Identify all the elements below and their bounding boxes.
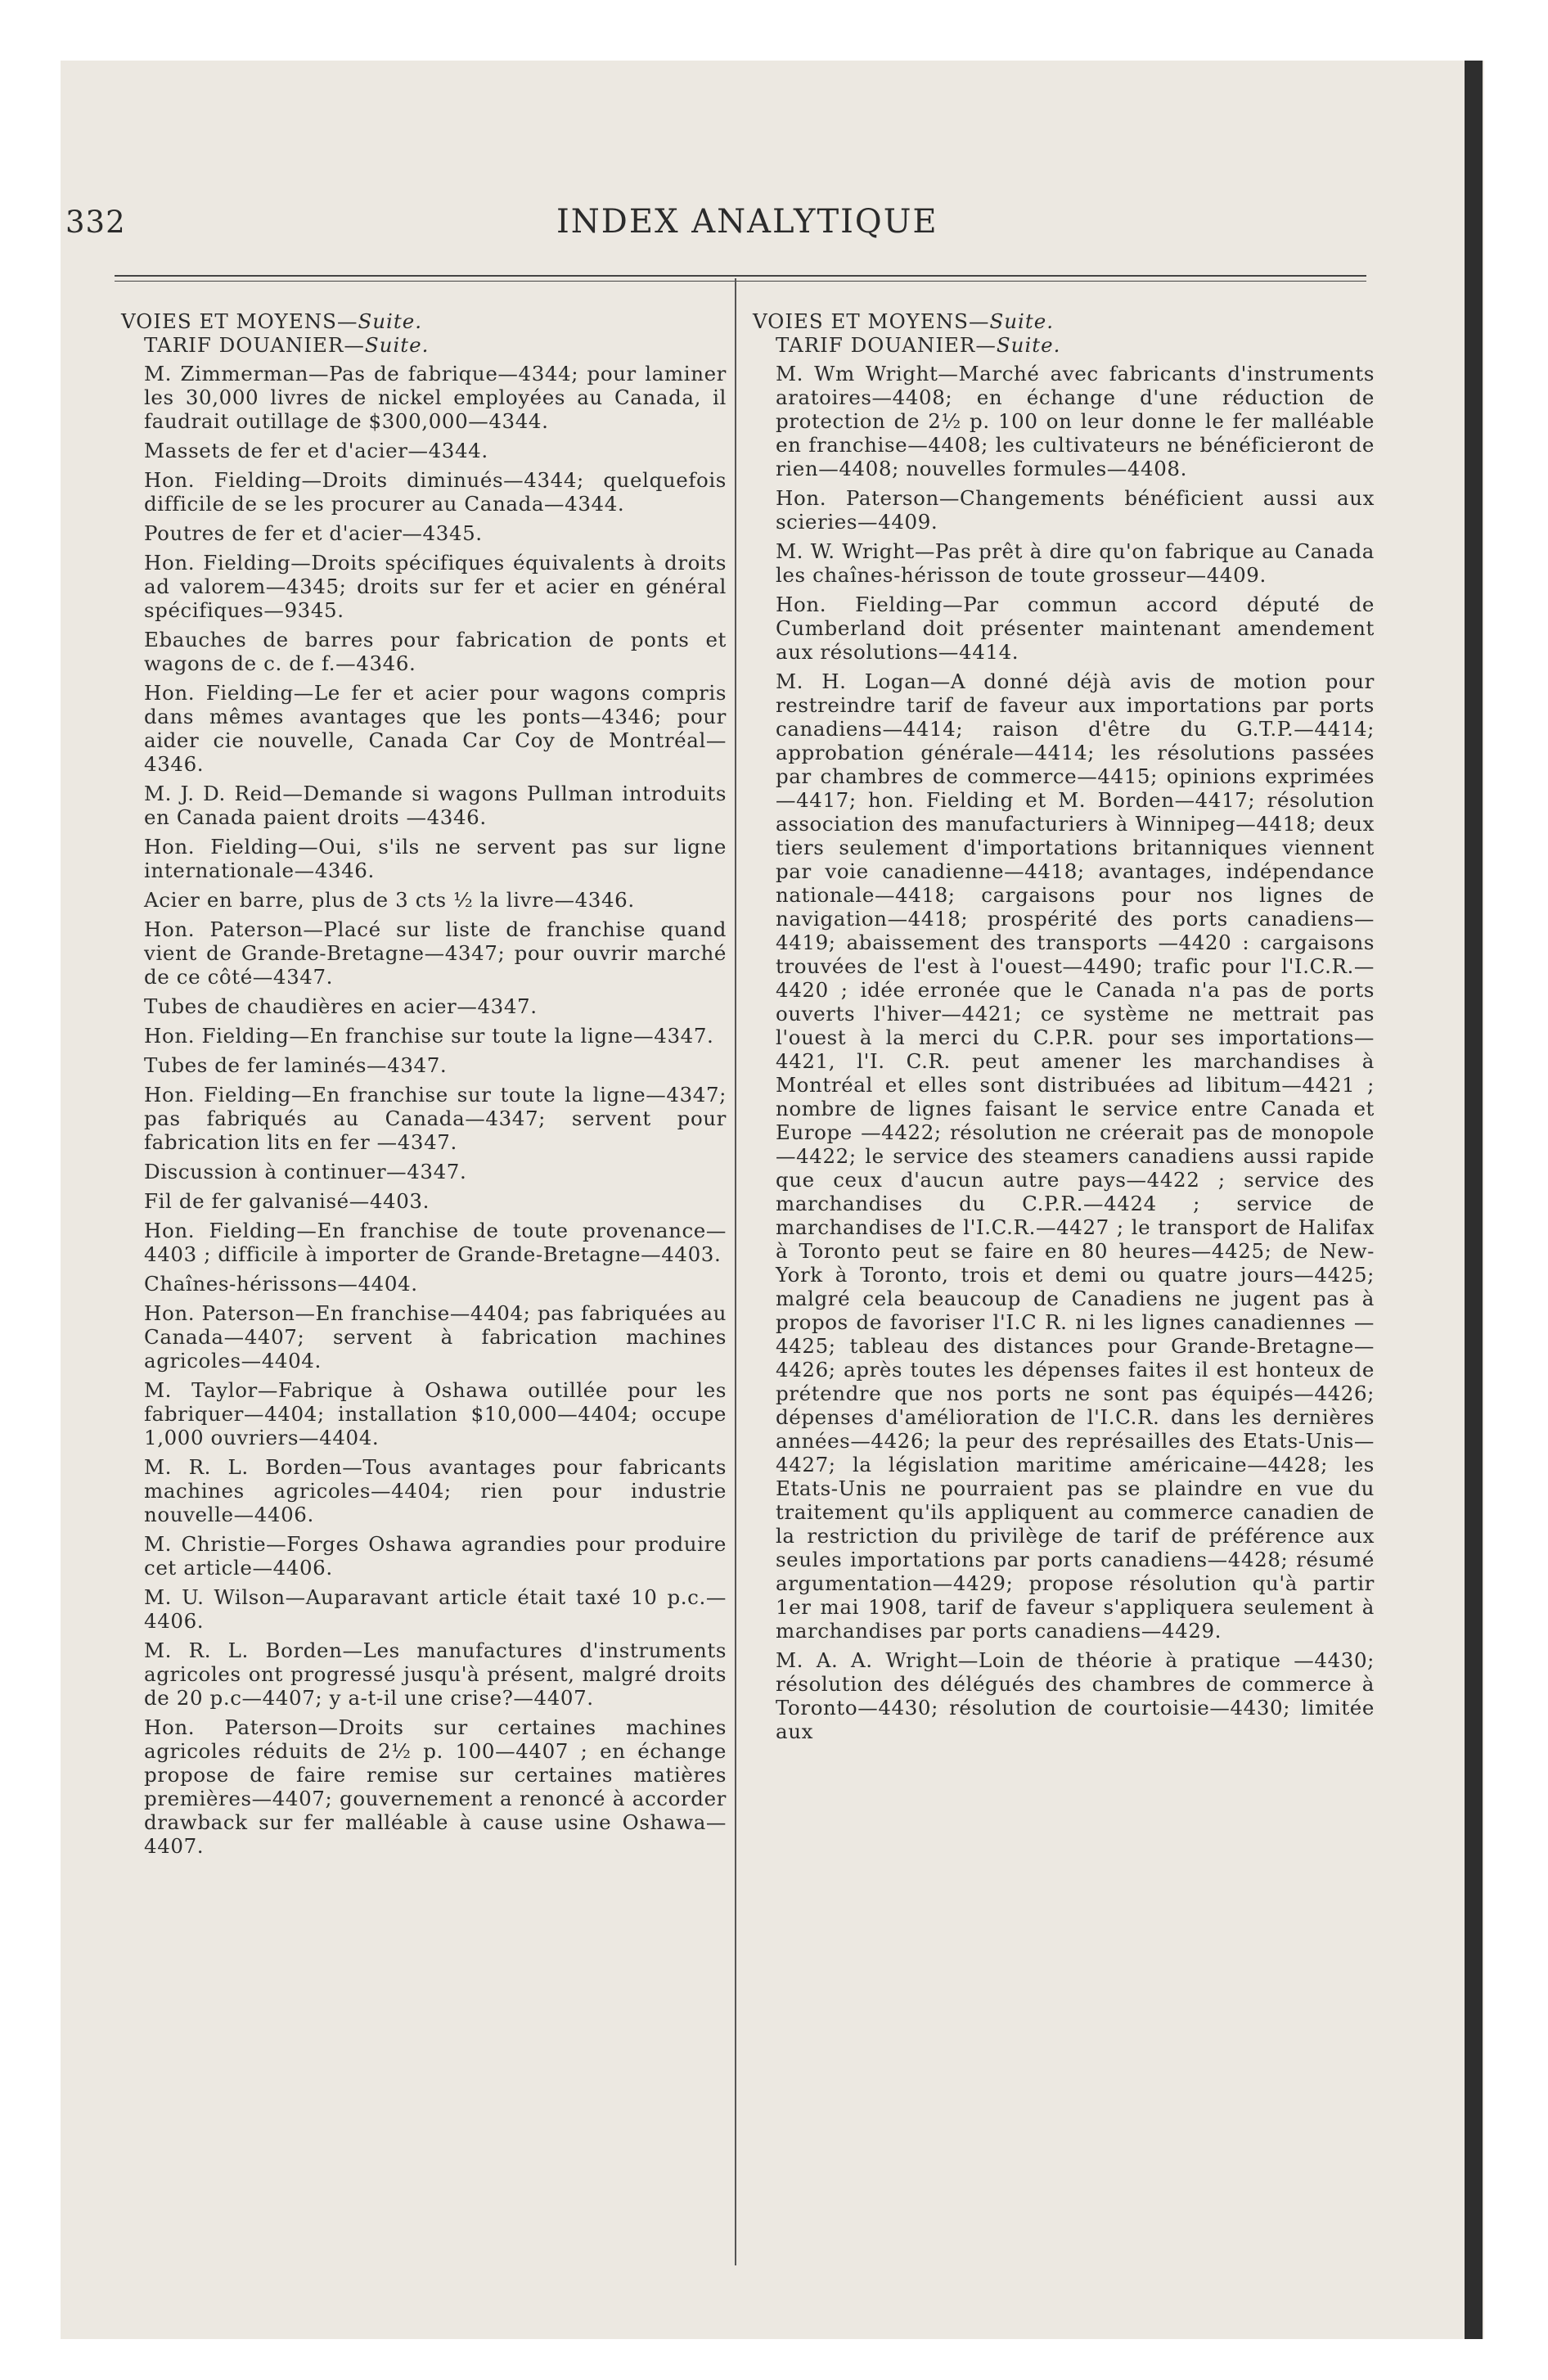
index-entry: Hon. Fielding—En franchise de toute provenance—4403 ; difficile à importer de Grande-Bretagne—4403. xyxy=(144,1219,727,1266)
index-entry: M. Zimmerman—Pas de fabrique—4344; pour laminer les 30,000 livres de nickel employées au Canada, il faudrait outillage de $300,000—4344. xyxy=(144,362,727,433)
index-entry: M. R. L. Borden—Les manufactures d'instruments agricoles ont progressé jusqu'à présent, malgré droits de 20 p.c—4407; y a-t-il une crise?—4407. xyxy=(144,1639,727,1710)
subsection-heading: TARIF DOUANIER—Suite. xyxy=(144,333,430,357)
index-entry: M. J. D. Reid—Demande si wagons Pullman introduits en Canada paient droits —4346. xyxy=(144,782,727,829)
running-title: INDEX ANALYTIQUE xyxy=(556,203,938,241)
scan-edge-shadow xyxy=(1465,61,1483,2339)
page-number: 332 xyxy=(65,205,126,240)
header-rule-thin xyxy=(115,281,1366,282)
index-entry: Massets de fer et d'acier—4344. xyxy=(144,439,488,462)
index-entry: Ebauches de barres pour fabrication de ponts et wagons de c. de f.—4346. xyxy=(144,628,727,675)
index-entry: Hon. Fielding—Droits diminués—4344; quelquefois difficile de se les procurer au Canada—4344. xyxy=(144,468,727,516)
index-entry: Hon. Fielding—Droits spécifiques équivalents à droits ad valorem—4345; droits sur fer et acier en général spécifiques—9345. xyxy=(144,551,727,622)
index-entry: M. H. Logan—A donné déjà avis de motion pour restreindre tarif de faveur aux importations par ports canadiens—4414; raison d'être du G.T.P.—4414; approbation générale—4414; les résolutions passées par chambres de commerce—4415; opinions exprimées—4417; hon. Fielding et M. Borden—4417; résolution association des manufacturiers à Winnipeg—4418; deux tiers seulement d'importations britanniques viennent par voie canadienne—4418; avantages, indépendance nationale—4418; cargaisons pour nos lignes de navigation—4418; prospérité des ports canadiens—4419; abaissement des transports —4420 : cargaisons trouvées de l'est à l'ouest—4490; trafic pour l'I.C.R.—4420 ; idée erronée que le Canada n'a pas de ports ouverts l'hiver—4421; ce système ne mettrait pas l'ouest à la merci du C.P.R. pour ses importations—4421, l'I. C.R. peut amener les marchandises à Montréal et elles sont distribuées ad libitum—4421 ; nombre de lignes faisant le service entre Canada et Europe —4422; résolution ne créerait pas de monopole—4422; le service des steamers canadiens aussi rapide que ceux d'aucun autre pays—4422 ; service des marchandises du C.P.R.—4424 ; service de marchandises de l'I.C.R.—4427 ; le transport de Halifax à Toronto peut se faire en 80 heures—4425; de New-York à Toronto, trois et demi ou quatre jours—4425; malgré cela beaucoup de Canadiens ne jugent pas à propos de favoriser l'I.C R. ni les lignes canadiennes —4425; tableau des distances pour Grande-Bretagne—4426; après toutes les dépenses faites il est honteux de prétendre que nos ports ne sont pas équipés—4426; dépenses d'amélioration de l'I.C.R. dans les dernières années—4426; la peur des représailles des Etats-Unis—4427; la législation maritime américaine—4428; les Etats-Unis ne pourraient pas se plaindre en vue du traitement qu'ils appliquent au commerce canadien de la restriction du privilège de tarif de préférence aux seules importations par ports canadiens—4428; résumé argumentation—4429; propose résolution qu'à partir 1er mai 1908, tarif de faveur s'appliquera seulement à marchandises par ports canadiens—4429. xyxy=(776,669,1375,1643)
index-entry: M. A. A. Wright—Loin de théorie à pratique —4430; résolution des délégués des chambres de commerce à Toronto—4430; résolution de courtoisie—4430; limitée aux xyxy=(776,1648,1375,1743)
header-rule xyxy=(115,275,1366,277)
section-heading: VOIES ET MOYENS—Suite. xyxy=(121,309,422,333)
subsection-heading: TARIF DOUANIER—Suite. xyxy=(776,333,1061,357)
index-entry: M. W. Wright—Pas prêt à dire qu'on fabrique au Canada les chaînes-hérisson de toute grosseur—4409. xyxy=(776,539,1375,587)
index-entry: Hon. Paterson—En franchise—4404; pas fabriquées au Canada—4407; servent à fabrication machines agricoles—4404. xyxy=(144,1301,727,1373)
left-entries xyxy=(121,362,727,1858)
index-entry: Tubes de chaudières en acier—4347. xyxy=(144,994,538,1018)
index-entry: Hon. Paterson—Droits sur certaines machines agricoles réduits de 2½ p. 100—4407 ; en échange propose de faire remise sur certaines matières premières—4407; gouvernement a renoncé à accorder drawback sur fer malléable à cause usine Oshawa—4407. xyxy=(144,1715,727,1858)
index-entry: M. Christie—Forges Oshawa agrandies pour produire cet article—4406. xyxy=(144,1532,727,1580)
index-entry: Hon. Paterson—Changements bénéficient aussi aux scieries—4409. xyxy=(776,486,1375,534)
index-entry: Poutres de fer et d'acier—4345. xyxy=(144,521,483,545)
index-entry: Tubes de fer laminés—4347. xyxy=(144,1053,448,1077)
index-entry: Hon. Paterson—Placé sur liste de franchise quand vient de Grande-Bretagne—4347; pour ouvrir marché de ce côté—4347. xyxy=(144,917,727,989)
index-entry: Hon. Fielding—En franchise sur toute la ligne—4347. xyxy=(144,1024,714,1048)
index-entry: Hon. Fielding—Par commun accord député de Cumberland doit présenter maintenant amendement aux résolutions—4414. xyxy=(776,593,1375,664)
right-column xyxy=(753,309,1375,1743)
column-divider xyxy=(735,278,736,2265)
right-entries xyxy=(753,362,1375,1743)
index-entry: Hon. Fielding—Le fer et acier pour wagons compris dans mêmes avantages que les ponts—4346; pour aider cie nouvelle, Canada Car Coy de Montréal—4346. xyxy=(144,681,727,776)
index-entry: M. Taylor—Fabrique à Oshawa outillée pour les fabriquer—4404; installation $10,000—4404; occupe 1,000 ouvriers—4404. xyxy=(144,1378,727,1449)
index-entry: Acier en barre, plus de 3 cts ½ la livre—4346. xyxy=(144,888,635,912)
index-entry: M. Wm Wright—Marché avec fabricants d'instruments aratoires—4408; en échange d'une réduction de protection de 2½ p. 100 on leur donne le fer malléable en franchise—4408; les cultivateurs ne bénéficieront de rien—4408; nouvelles formules—4408. xyxy=(776,362,1375,480)
index-entry: Hon. Fielding—Oui, s'ils ne servent pas sur ligne internationale—4346. xyxy=(144,835,727,882)
index-entry: Hon. Fielding—En franchise sur toute la ligne—4347; pas fabriqués au Canada—4347; servent pour fabrication lits en fer —4347. xyxy=(144,1083,727,1154)
left-column xyxy=(121,309,727,1858)
section-heading: VOIES ET MOYENS—Suite. xyxy=(753,309,1054,333)
index-entry: Fil de fer galvanisé—4403. xyxy=(144,1189,430,1213)
index-entry: Chaînes-hérissons—4404. xyxy=(144,1272,418,1296)
index-entry: M. R. L. Borden—Tous avantages pour fabricants machines agricoles—4404; rien pour industrie nouvelle—4406. xyxy=(144,1455,727,1526)
index-entry: M. U. Wilson—Auparavant article était taxé 10 p.c.—4406. xyxy=(144,1585,727,1633)
index-entry: Discussion à continuer—4347. xyxy=(144,1160,467,1183)
